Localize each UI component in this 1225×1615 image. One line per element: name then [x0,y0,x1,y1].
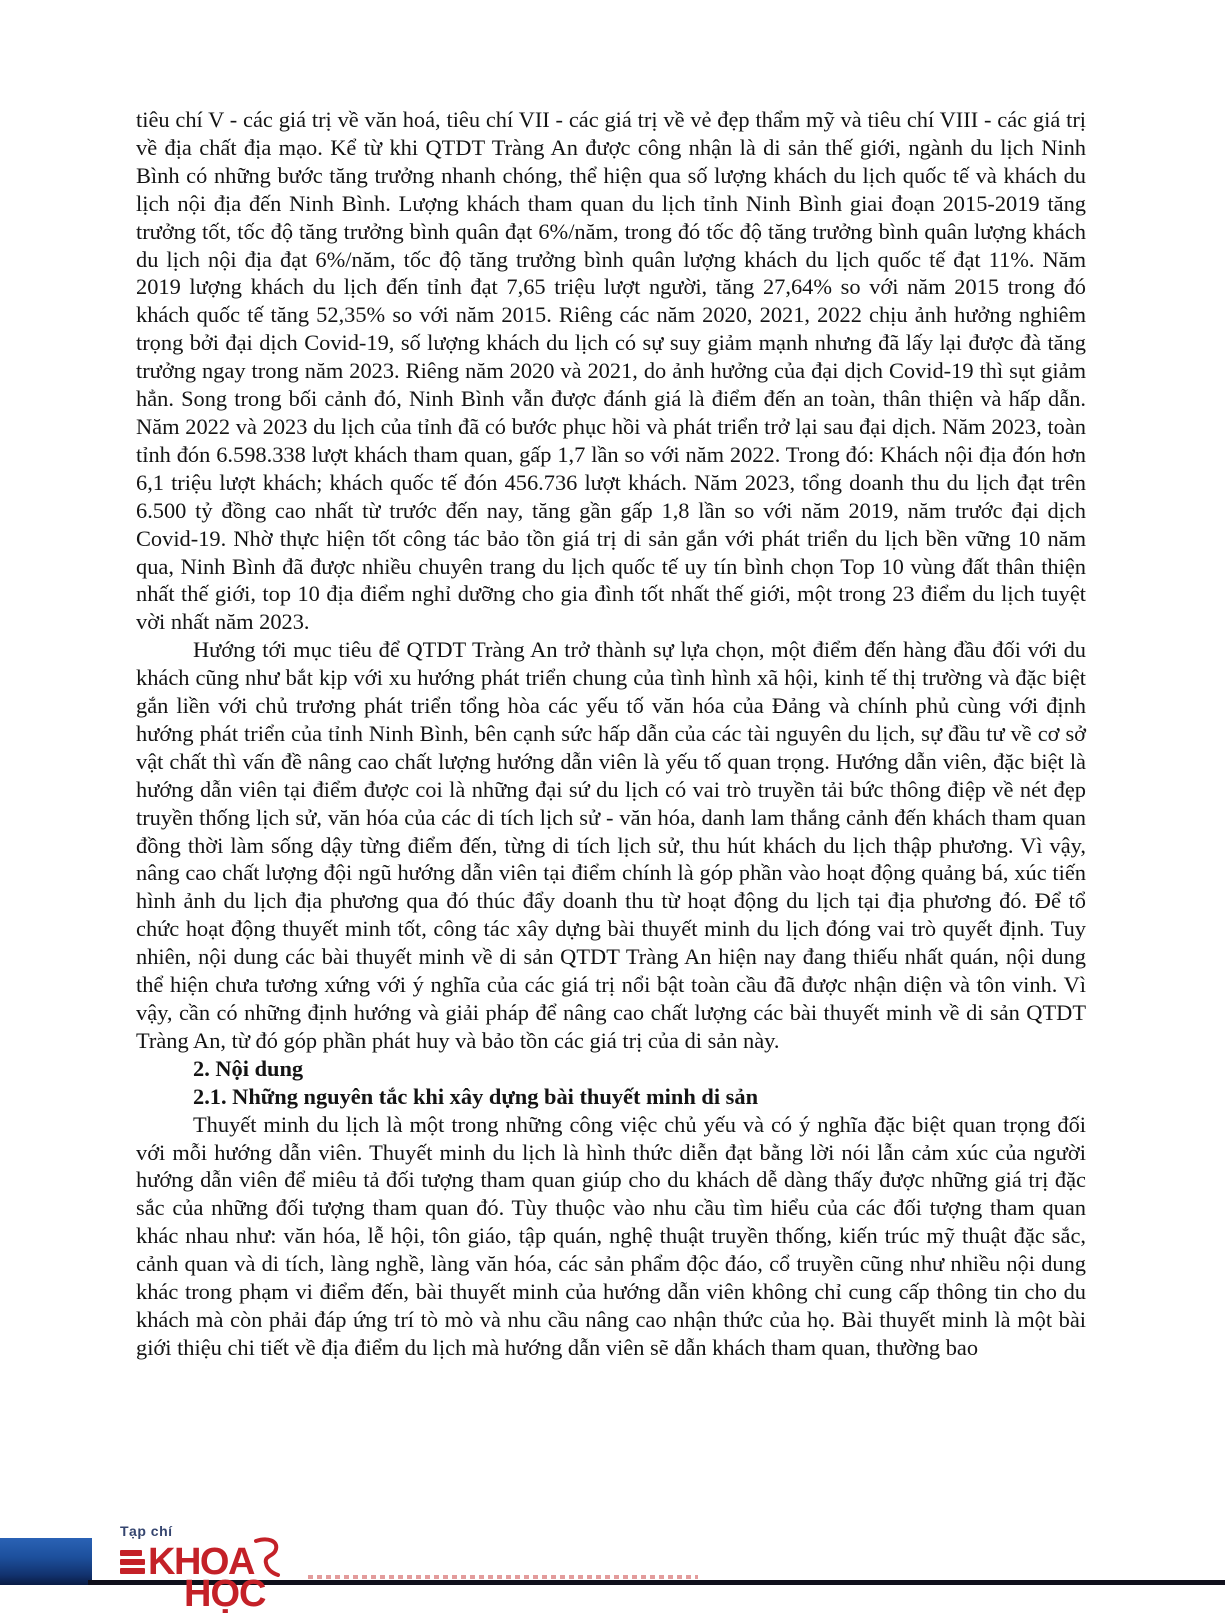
journal-name-bottom: HỌC [184,1573,266,1615]
paragraph-intro: Hướng tới mục tiêu để QTDT Tràng An trở thành sự lựa chọn, một điểm đến hàng đầu đối với du khách cũng như bắt kịp với xu hướng phát triển chung của tình hình xã hội, kinh tế thị trường và đặc biệt gắn liền với chủ trương phát triển tổng hòa các yếu tố văn hóa của Đảng và chính phủ cùng với định hướng phát triển của tỉnh Ninh Bình, bên cạnh sức hấp dẫn của các tài nguyên du lịch, sự đầu tư về cơ sở vật chất thì vấn đề nâng cao chất lượng hướng dẫn viên là yếu tố quan trọng. Hướng dẫn viên, đặc biệt là hướng dẫn viên tại điểm được coi là những đại sứ du lịch có vai trò truyền tải bức thông điệp về nét đẹp truyền thống lịch sử, văn hóa của các di tích lịch sử - văn hóa, danh lam thắng cảnh đến khách tham quan đồng thời làm sống dậy từng điểm đến, từng di tích lịch sử, thu hút khách du lịch thập phương. Vì vậy, nâng cao chất lượng đội ngũ hướng dẫn viên tại điểm chính là góp phần vào hoạt động quảng bá, xúc tiến hình ảnh du lịch địa phương qua đó thúc đẩy doanh thu từ hoạt động du lịch tại địa phương đó. Để tổ chức hoạt động thuyết minh tốt, công tác xây dựng bài thuyết minh du lịch đóng vai trò quyết định. Tuy nhiên, nội dung các bài thuyết minh về di sản QTDT Tràng An hiện nay đang thiếu nhất quán, nội dung thể hiện chưa tương xứng với ý nghĩa của các giá trị nổi bật toàn cầu đã được nhận diện và tôn vinh. Vì vậy, cần có những định hướng và giải pháp để nâng cao chất lượng các bài thuyết minh về di sản QTDT Tràng An, từ đó góp phần phát huy và bảo tồn các giá trị của di sản này. [136,637,1086,1053]
paragraph-continuation: tiêu chí V - các giá trị về văn hoá, tiêu chí VII - các giá trị về vẻ đẹp thẩm mỹ và tiêu chí VIII - các giá trị về địa chất địa mạo. Kể từ khi QTDT Tràng An được công nhận là di sản thế giới, ngành du lịch Ninh Bình có những bước tăng trưởng nhanh chóng, thể hiện qua số lượng khách du lịch quốc tế và khách du lịch nội địa đến Ninh Bình. Lượng khách tham quan du lịch tỉnh Ninh Bình giai đoạn 2015-2019 tăng trưởng tốt, tốc độ tăng trưởng bình quân đạt 6%/năm, trong đó tốc độ tăng trưởng bình quân lượng khách du lịch nội địa đạt 6%/năm, tốc độ tăng trưởng bình quân lượng khách du lịch quốc tế đạt 11%. Năm 2019 lượng khách du lịch đến tỉnh đạt 7,65 triệu lượt người, tăng 27,64% so với năm 2015 trong đó khách quốc tế tăng 52,35% so với năm 2015. Riêng các năm 2020, 2021, 2022 chịu ảnh hưởng nghiêm trọng bởi đại dịch Covid-19, số lượng khách du lịch có sự suy giảm mạnh nhưng đã lấy lại được đà tăng trưởng ngay trong năm 2023. Riêng năm 2020 và 2021, do ảnh hưởng của đại dịch Covid-19 thì sụt giảm hẳn. Song trong bối cảnh đó, Ninh Bình vẫn được đánh giá là điểm đến an toàn, thân thiện và hấp dẫn. Năm 2022 và 2023 du lịch của tỉnh đã có bước phục hồi và phát triển trở lại sau đại dịch. Năm 2023, toàn tỉnh đón 6.598.338 lượt khách tham quan, gấp 1,7 lần so với năm 2022. Trong đó: Khách nội địa đón hơn 6,1 triệu lượt khách; khách quốc tế đón 456.736 lượt khách. Năm 2023, tổng doanh thu du lịch đạt trên 6.500 tỷ đồng cao nhất từ trước đến nay, tăng gần gấp 1,8 lần so với năm 2019, năm trước đại dịch Covid-19. Nhờ thực hiện tốt công tác bảo tồn giá trị di sản gắn với phát triển du lịch bền vững 10 năm qua, Ninh Bình đã được nhiều chuyên trang du lịch quốc tế uy tín bình chọn Top 10 vùng đất thân thiện nhất thế giới, top 10 địa điểm nghỉ dưỡng cho gia đình tốt nhất thế giới, một trong 23 điểm du lịch tuyệt vời nhất năm 2023. [136,107,1086,635]
journal-label: Tạp chí [120,1523,173,1539]
subsection-heading: 2.1. Những nguyên tắc khi xây dựng bài thuyết minh di sản [193,1083,759,1109]
journal-name-top: KHOA [148,1540,254,1583]
footer-fineprint-decoration [308,1575,698,1579]
paragraph-principles: Thuyết minh du lịch là một trong những công việc chủ yếu và có ý nghĩa đặc biệt quan trọng đối với mỗi hướng dẫn viên. Thuyết minh du lịch là hình thức diễn đạt bằng lời nói lẫn cảm xúc của người hướng dẫn viên để miêu tả đối tượng tham quan giúp cho du khách dễ dàng thấy được những giá trị đặc sắc của những đối tượng tham quan đó. Tùy thuộc vào nhu cầu tìm hiểu của các đối tượng tham quan khác nhau như: văn hóa, lễ hội, tôn giáo, tập quán, nghệ thuật truyền thống, kiến trúc mỹ thuật đặc sắc, cảnh quan và di tích, làng nghề, làng văn hóa, các sản phẩm độc đáo, cổ truyền cũng như nhiều nội dung khác trong phạm vi điểm đến, bài thuyết minh của hướng dẫn viên không chỉ cung cấp thông tin cho du khách mà còn phải đáp ứng trí tò mò và nhu cầu nâng cao nhận thức của họ. Bài thuyết minh là một bài giới thiệu chi tiết về địa điểm du lịch mà hướng dẫn viên sẽ dẫn khách tham quan, thường bao [136,1111,1086,1360]
footer-blue-block [0,1538,92,1585]
article-body [136,106,1086,1362]
logo-bars-icon [120,1547,145,1577]
journal-logo [120,1523,320,1615]
section-heading: 2. Nội dung [193,1055,304,1081]
